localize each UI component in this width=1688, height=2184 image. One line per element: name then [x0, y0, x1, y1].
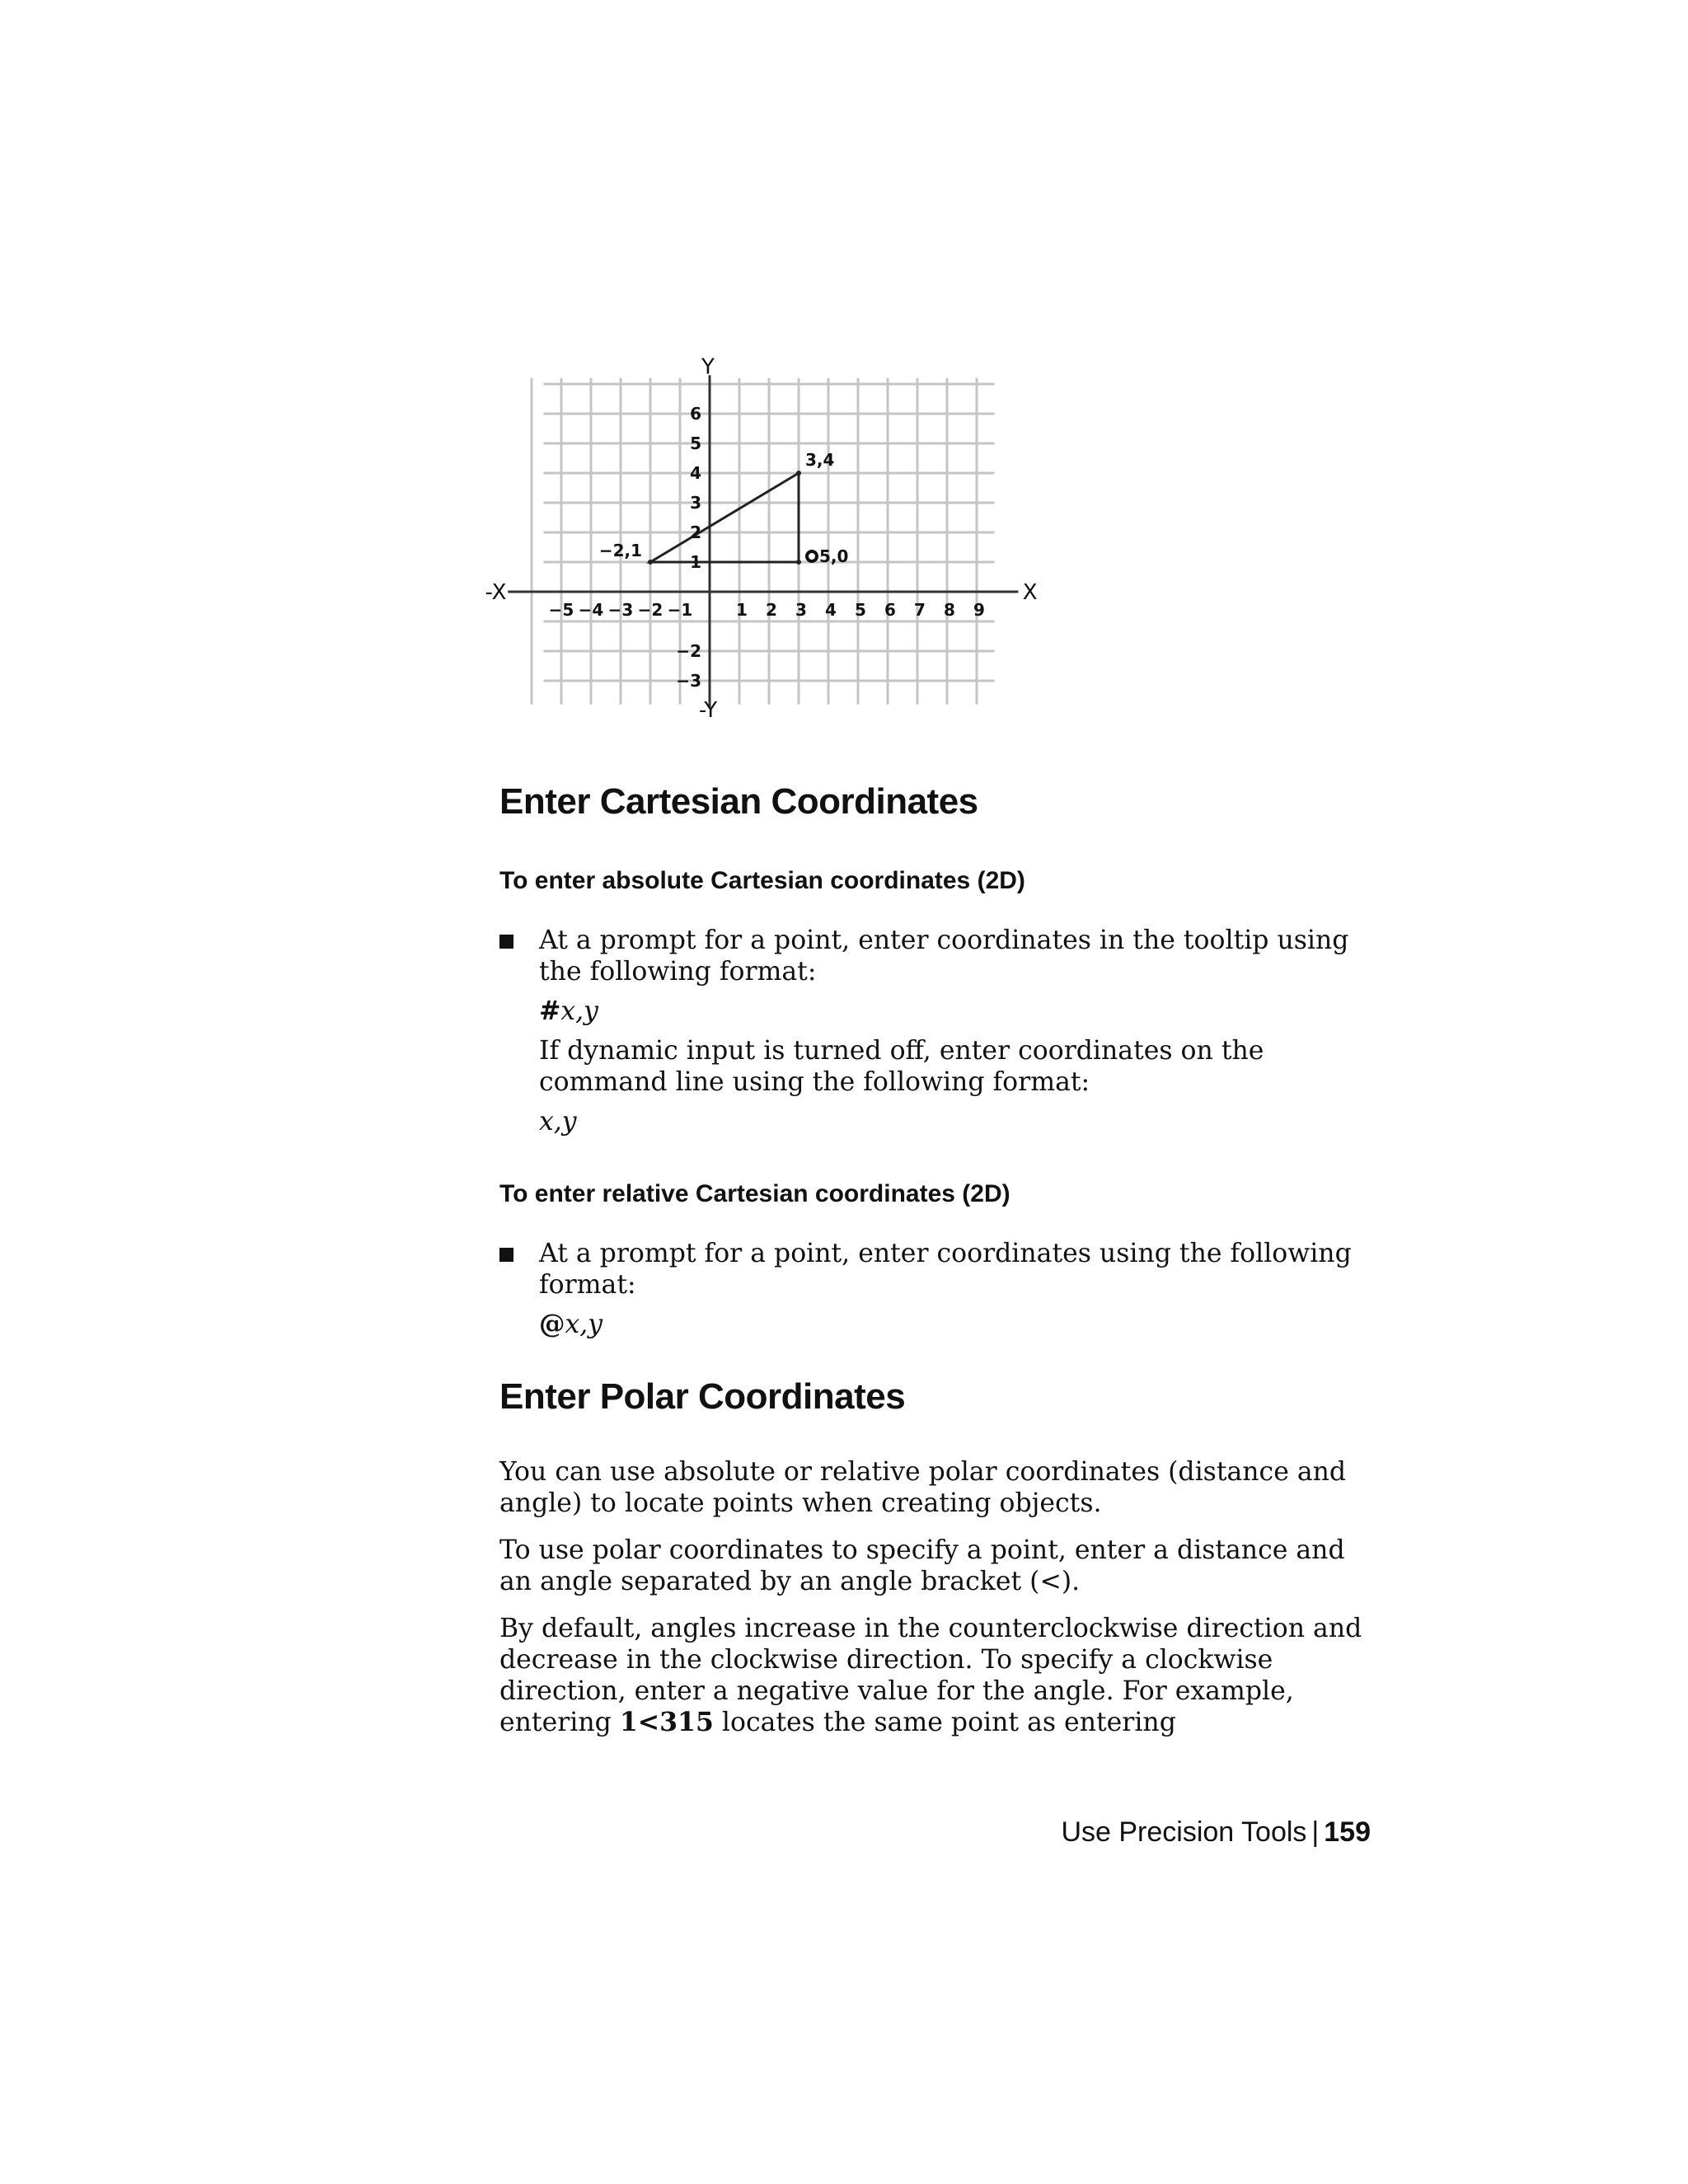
- point-label-p1: −2,1: [598, 541, 642, 560]
- y-tick-label: 1: [690, 552, 701, 572]
- heading-relative-cartesian: To enter relative Cartesian coordinates (2D): [499, 1180, 1010, 1207]
- x-tick-label: 6: [884, 600, 896, 620]
- absolute-format-command-line: x,y: [539, 1107, 577, 1137]
- point-label-p3: 5,0: [819, 546, 849, 566]
- heading-absolute-cartesian: To enter absolute Cartesian coordinates (2D): [499, 867, 1025, 894]
- x-axis-negative-label: -X: [485, 580, 507, 605]
- y-tick-label: 5: [690, 434, 701, 453]
- cartesian-coordinate-figure: [485, 350, 1039, 723]
- section-title-polar: Enter Polar Coordinates: [499, 1376, 906, 1417]
- x-tick-label: 1: [736, 600, 748, 620]
- relative-cartesian-step: [499, 1238, 1375, 1348]
- x-tick-label: 3: [795, 600, 807, 620]
- x-tick-label: 7: [914, 600, 926, 620]
- vertex-point-p3: [796, 560, 801, 565]
- y-tick-label: 4: [690, 463, 701, 483]
- x-tick-label: −4: [578, 600, 604, 620]
- dynamic-input-note: If dynamic input is turned off, enter coordinates on the command line using the following format:: [539, 1036, 1264, 1097]
- relative-step-text: At a prompt for a point, enter coordinates using the following format:: [539, 1239, 1352, 1300]
- x-tick-label: −1: [667, 600, 693, 620]
- footer-chapter-title: Use Precision Tools: [1061, 1816, 1307, 1848]
- bullet-square-icon: [499, 935, 513, 949]
- triangle-shape: [648, 471, 801, 565]
- x-tick-label: 9: [973, 600, 985, 620]
- absolute-format-tooltip: #x,y: [539, 996, 598, 1026]
- x-axis-positive-label: X: [1022, 580, 1038, 605]
- point-label-p2: 3,4: [805, 450, 835, 470]
- x-tick-label: −2: [637, 600, 663, 620]
- x-tick-label: 4: [825, 600, 837, 620]
- axes: [508, 375, 1018, 707]
- section-title-cartesian: Enter Cartesian Coordinates: [499, 781, 978, 822]
- x-tick-label: −5: [548, 600, 574, 620]
- x-tick-label: 5: [855, 600, 866, 620]
- y-tick-label: 3: [690, 493, 701, 513]
- y-axis-negative-label: -Y: [698, 697, 718, 723]
- polar-paragraph-2: To use polar coordinates to specify a point, enter a distance and an angle separated by an angle bracket (<).: [499, 1535, 1345, 1596]
- polar-paragraph-3: By default, angles increase in the counterclockwise direction and decrease in the clockwise direction. To specify a clockwise direction, enter a negative value for the angle. For example, entering 1<315 locates the same point as entering: [499, 1614, 1362, 1737]
- y-axis-positive-label: Y: [701, 354, 715, 380]
- polar-paragraph-1: You can use absolute or relative polar coordinates (distance and angle) to locate points when creating objects.: [499, 1457, 1347, 1518]
- x-tick-label: 2: [766, 600, 777, 620]
- page-footer: [1061, 1816, 1371, 1849]
- absolute-step-text: At a prompt for a point, enter coordinates in the tooltip using the following format:: [539, 926, 1349, 987]
- footer-separator: |: [1311, 1816, 1320, 1848]
- y-tick-label: −2: [676, 641, 701, 661]
- figure-labels: [485, 354, 1037, 722]
- vertex-point-p2: [796, 471, 801, 476]
- y-tick-label: −3: [676, 671, 701, 691]
- vertex-point-p1: [648, 560, 653, 565]
- y-tick-label: 2: [690, 523, 701, 542]
- triangle-outline: [650, 473, 799, 562]
- bullet-square-icon: [499, 1248, 513, 1262]
- reference-marker-icon: [807, 551, 817, 561]
- x-tick-label: 8: [944, 600, 955, 620]
- relative-format: @x,y: [539, 1309, 603, 1339]
- x-tick-label: −3: [607, 600, 634, 620]
- y-tick-label: 6: [690, 404, 701, 424]
- page-number: 159: [1324, 1816, 1371, 1848]
- absolute-cartesian-step: [499, 925, 1375, 1146]
